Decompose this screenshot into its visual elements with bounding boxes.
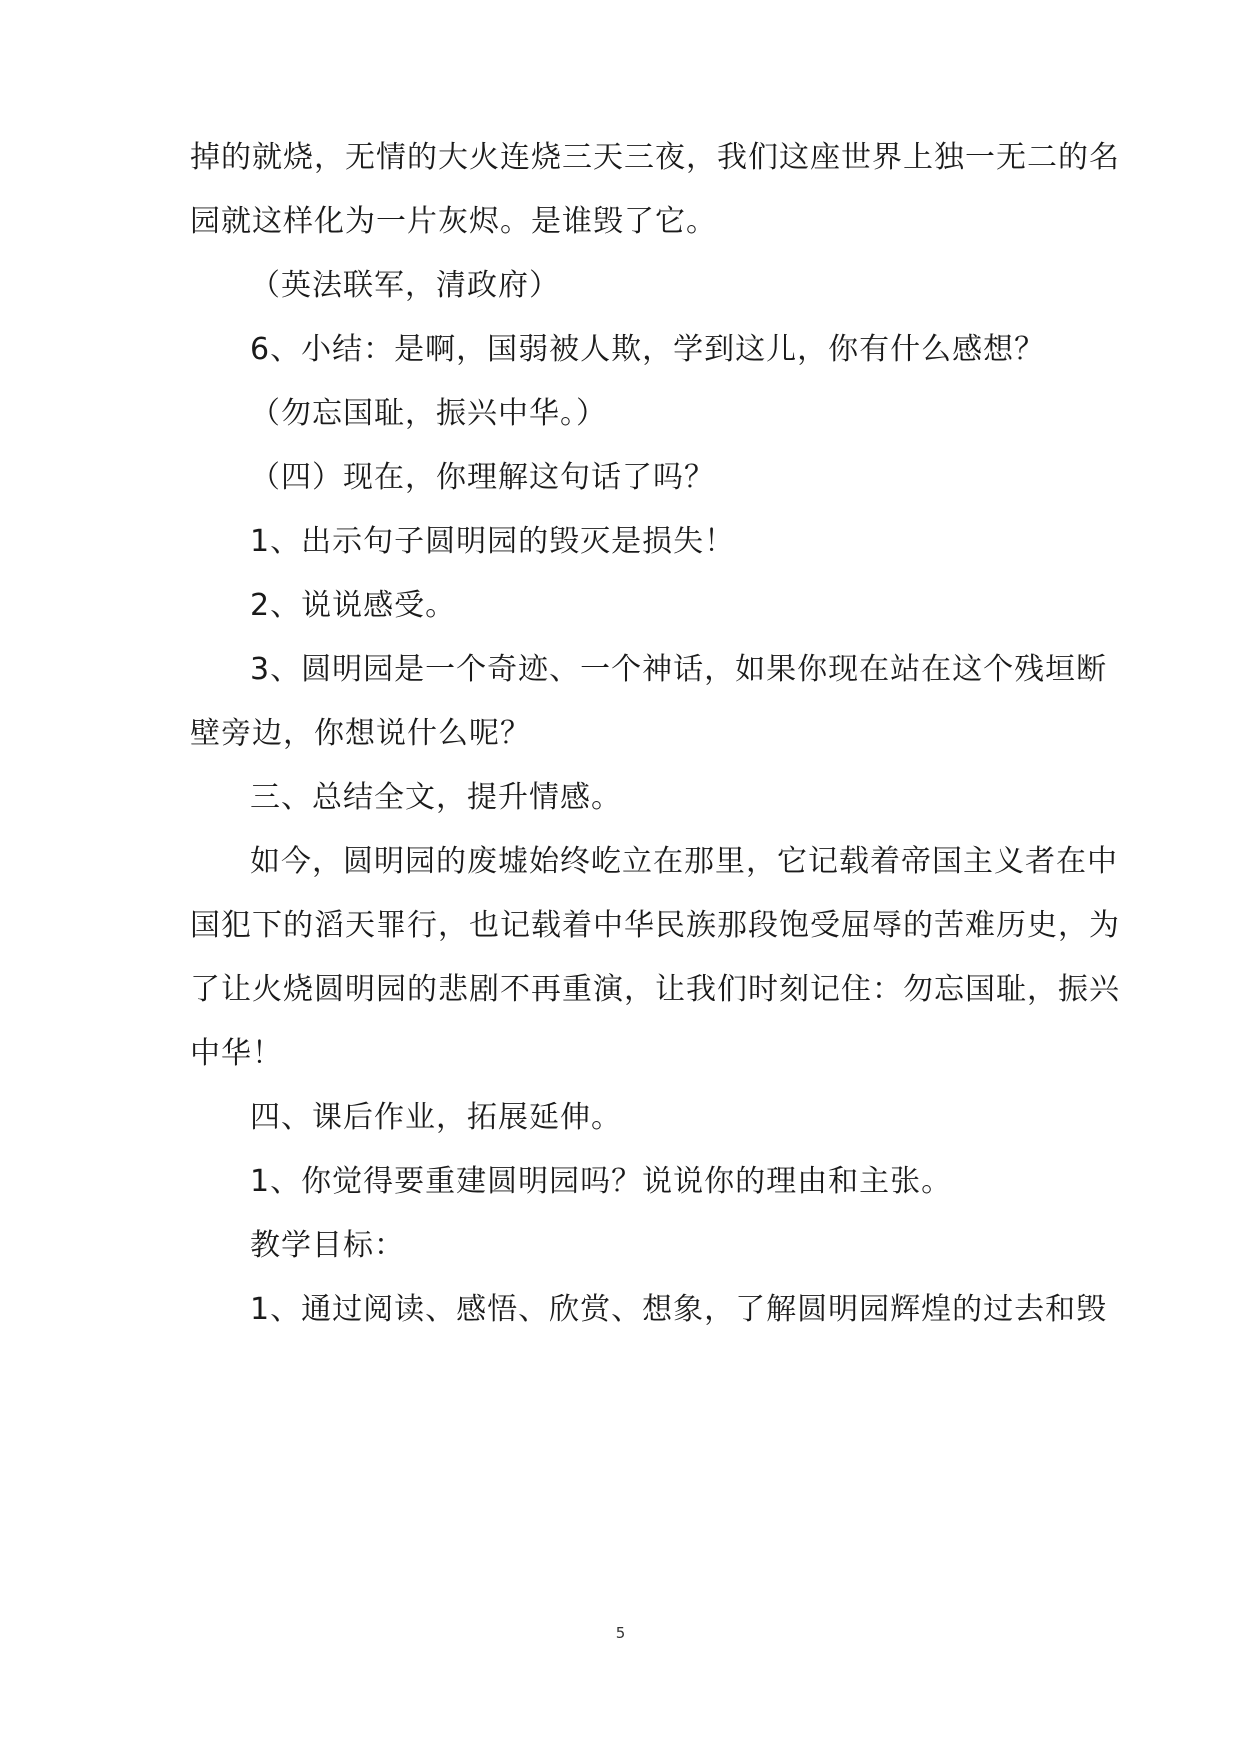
section-heading: （四）现在，你理解这句话了吗？	[250, 460, 715, 495]
text-line: 了让火烧圆明园的悲剧不再重演，让我们时刻记住：勿忘国耻，振兴	[190, 972, 1120, 1007]
section-heading: 三、总结全文，提升情感。	[250, 780, 622, 815]
text-line: 园就这样化为一片灰烬。是谁毁了它。	[190, 204, 717, 239]
section-heading: 四、课后作业，拓展延伸。	[250, 1100, 622, 1135]
text-line: 1、出示句子圆明园的毁灭是损失！	[250, 524, 736, 559]
text-line: 2、说说感受。	[250, 588, 457, 623]
page-number: 5	[615, 1624, 626, 1642]
text-line: 如今，圆明园的废墟始终屹立在那里，它记载着帝国主义者在中	[250, 844, 1118, 879]
text-line: 1、你觉得要重建圆明园吗？说说你的理由和主张。	[250, 1164, 953, 1199]
text-line: 掉的就烧，无情的大火连烧三天三夜，我们这座世界上独一无二的名	[190, 140, 1120, 175]
text-line: （英法联军，清政府）	[250, 268, 560, 303]
text-line: 6、小结：是啊，国弱被人欺，学到这儿，你有什么感想？	[250, 332, 1046, 367]
text-line: 3、圆明园是一个奇迹、一个神话，如果你现在站在这个残垣断	[250, 652, 1108, 687]
text-line: 国犯下的滔天罪行，也记载着中华民族那段饱受屈辱的苦难历史，为	[190, 908, 1120, 943]
section-heading: 教学目标：	[250, 1228, 405, 1263]
text-line: 壁旁边，你想说什么呢？	[190, 716, 531, 751]
text-line: （勿忘国耻，振兴中华。）	[250, 396, 607, 431]
text-line: 1、通过阅读、感悟、欣赏、想象，了解圆明园辉煌的过去和毁	[250, 1292, 1108, 1327]
text-line: 中华！	[190, 1036, 283, 1071]
